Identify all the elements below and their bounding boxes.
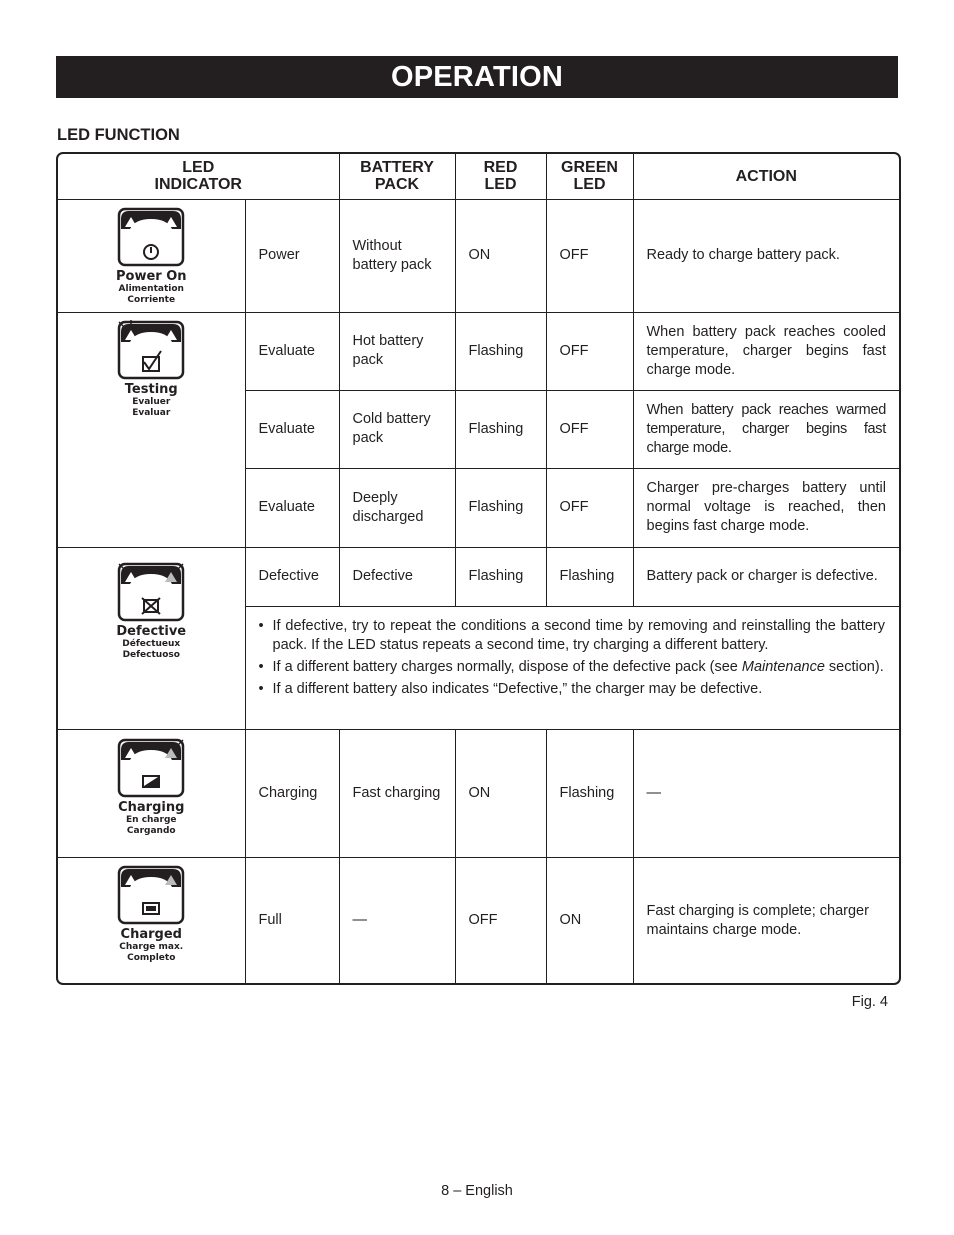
battery-cell: Without battery pack [339, 199, 455, 312]
led-function-table [56, 152, 901, 985]
status-cell: Defective [245, 547, 339, 606]
charger-defective-icon [117, 562, 185, 622]
status-cell: Evaluate [245, 390, 339, 468]
table-header-row [58, 154, 899, 199]
indicator-title: Testing [124, 381, 178, 397]
action-cell: When battery pack reaches cooled temperature, charger begins fast charge mode. [633, 312, 899, 390]
note-item: • If a different battery also indicates “Defective,” the charger may be defective. [259, 680, 886, 699]
battery-cell: — [339, 858, 455, 983]
header-red-led: RED LED [455, 154, 546, 199]
section-title: LED FUNCTION [57, 126, 180, 144]
action-cell: Fast charging is complete; charger maintains charge mode. [633, 858, 899, 983]
page-banner [56, 56, 898, 98]
indicator-subtitle-fr: Défectueux [122, 638, 181, 649]
table-row [58, 312, 899, 390]
note-item: • If defective, try to repeat the conditions a second time by removing and reinstalling the battery pack. If the LED status repeats a second time, try charging a different battery. [259, 617, 886, 655]
header-action: ACTION [633, 154, 899, 199]
action-cell: Ready to charge battery pack. [633, 199, 899, 312]
indicator-subtitle-fr: Alimentation [118, 283, 184, 294]
green-led-cell: OFF [546, 468, 633, 547]
green-led-cell: ON [546, 858, 633, 983]
action-cell: — [633, 730, 899, 858]
battery-cell: Fast charging [339, 730, 455, 858]
red-led-cell: OFF [455, 858, 546, 983]
green-led-cell: OFF [546, 390, 633, 468]
status-cell: Power [245, 199, 339, 312]
green-led-cell: Flashing [546, 547, 633, 606]
indicator-charging [58, 730, 245, 858]
indicator-subtitle-es: Evaluar [132, 407, 171, 418]
red-led-cell: ON [455, 199, 546, 312]
charger-charging-icon [117, 738, 185, 798]
table-row [58, 730, 899, 858]
banner-title: OPERATION [390, 60, 564, 93]
action-cell: Battery pack or charger is defective. [633, 547, 899, 606]
action-cell: When battery pack reaches warmed temperature, charger begins fast charge mode. [633, 390, 899, 468]
note-item: • If a different battery charges normally, dispose of the defective pack (see Maintenance section). [259, 658, 886, 677]
indicator-subtitle-fr: Evaluer [132, 396, 171, 407]
green-led-cell: OFF [546, 312, 633, 390]
table-row [58, 547, 899, 606]
indicator-subtitle-es: Defectuoso [122, 649, 180, 660]
battery-cell: Cold battery pack [339, 390, 455, 468]
status-cell: Charging [245, 730, 339, 858]
status-cell: Evaluate [245, 468, 339, 547]
indicator-title: Defective [116, 623, 187, 639]
indicator-testing [58, 312, 245, 547]
indicator-title: Charging [118, 800, 185, 816]
indicator-subtitle-fr: Charge max. [119, 942, 184, 953]
figure-label: Fig. 4 [851, 994, 888, 1010]
green-led-cell: OFF [546, 199, 633, 312]
indicator-subtitle-es: Cargando [126, 826, 176, 837]
charger-charged-icon [117, 865, 185, 925]
indicator-subtitle-es: Corriente [127, 294, 176, 305]
red-led-cell: Flashing [455, 468, 546, 547]
charger-testing-icon [117, 320, 185, 380]
header-led-indicator: LED INDICATOR [58, 154, 339, 199]
header-green-led: GREEN LED [546, 154, 633, 199]
header-battery-pack: BATTERY PACK [339, 154, 455, 199]
battery-cell: Deeply discharged [339, 468, 455, 547]
page-footer: 8 – English [441, 1183, 513, 1199]
charger-power-on-icon [117, 207, 185, 267]
indicator-charged [58, 858, 245, 983]
battery-cell: Defective [339, 547, 455, 606]
status-cell: Full [245, 858, 339, 983]
indicator-subtitle-es: Completo [127, 953, 176, 964]
table-row [58, 199, 899, 312]
green-led-cell: Flashing [546, 730, 633, 858]
red-led-cell: Flashing [455, 312, 546, 390]
table-row [58, 858, 899, 983]
defective-notes [245, 607, 899, 730]
action-cell: Charger pre-charges battery until normal voltage is reached, then begins fast charge mode. [633, 468, 899, 547]
indicator-defective [58, 547, 245, 729]
indicator-title: Charged [120, 927, 182, 943]
indicator-title: Power On [115, 268, 187, 284]
indicator-subtitle-fr: En charge [126, 815, 177, 826]
battery-cell: Hot battery pack [339, 312, 455, 390]
red-led-cell: Flashing [455, 390, 546, 468]
red-led-cell: ON [455, 730, 546, 858]
red-led-cell: Flashing [455, 547, 546, 606]
indicator-power-on [58, 199, 245, 312]
status-cell: Evaluate [245, 312, 339, 390]
